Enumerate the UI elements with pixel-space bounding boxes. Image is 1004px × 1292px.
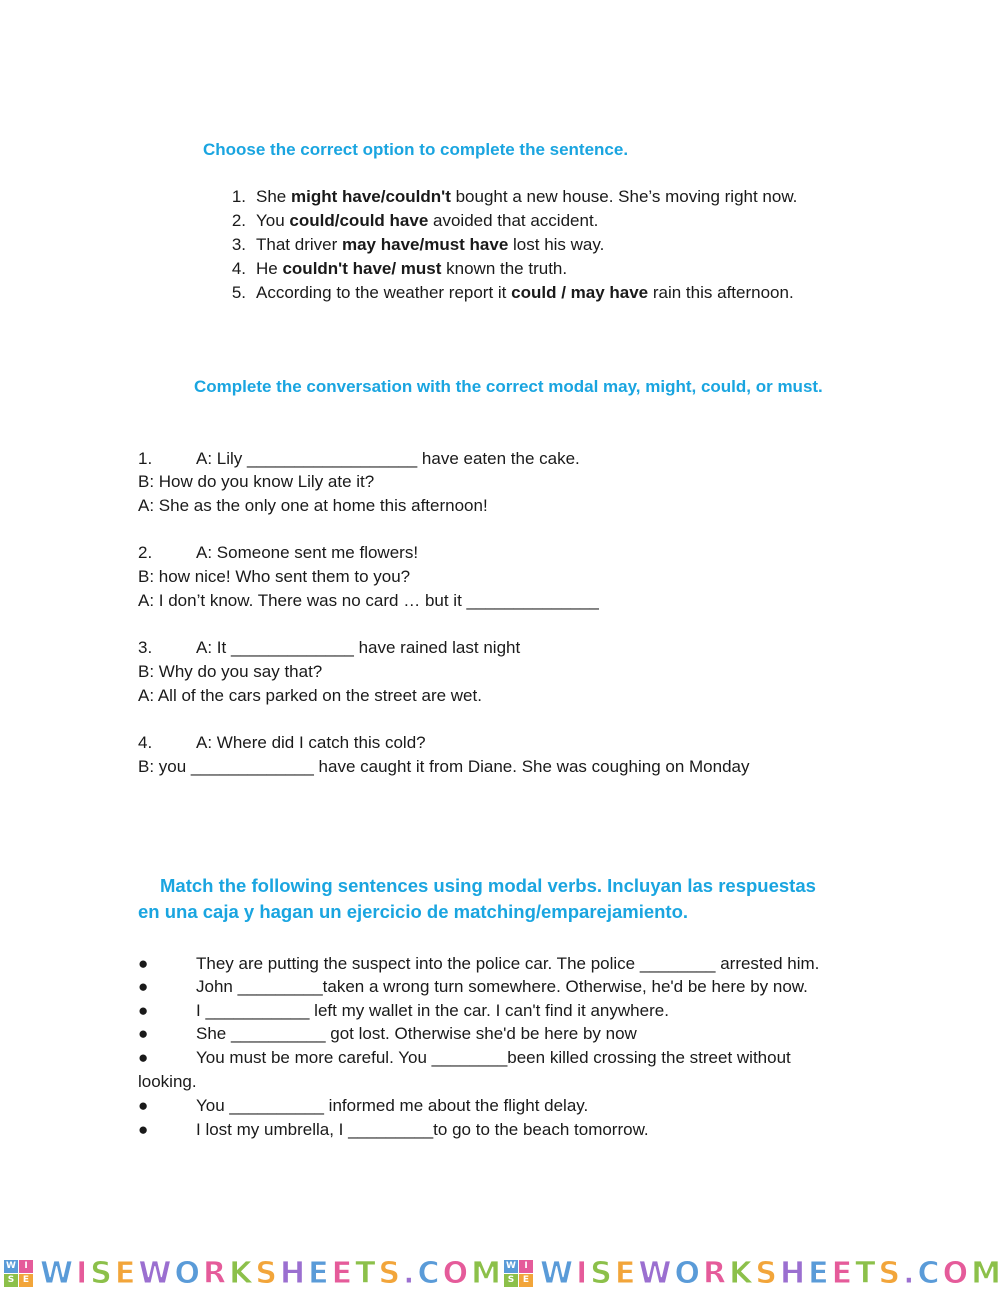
bullet-icon: ● <box>138 1096 149 1115</box>
item-text: She __________ got lost. Otherwise she'd be here by now <box>196 1024 637 1043</box>
dialogue-text: A: Where did I catch this cold? <box>196 733 426 752</box>
list-item <box>138 1022 637 1046</box>
item-text: She <box>256 187 291 206</box>
section3-instruction-line2: en una caja y hagan un ejercicio de matching/emparejamiento. <box>138 901 689 922</box>
bullet-icon: ● <box>138 1001 149 1020</box>
option-choice: might have/couldn't <box>290 187 451 206</box>
wiseworksheets-logo <box>4 1256 504 1292</box>
dialogue-line <box>138 541 418 565</box>
dialogue-line <box>138 731 426 755</box>
option-choice: couldn't have/ must <box>282 259 442 278</box>
dialogue-line: B: Why do you say that? <box>138 662 323 681</box>
bullet-icon: ● <box>138 954 149 973</box>
section1-instruction: Choose the correct option to complete the sentence. <box>203 140 629 159</box>
bullet-icon: ● <box>138 1024 149 1043</box>
list-item <box>216 233 604 257</box>
dialogue-line: B: how nice! Who sent them to you? <box>138 567 411 586</box>
option-choice: could/could have <box>289 211 429 230</box>
item-text: They are putting the suspect into the police car. The police ________ arrested him. <box>196 954 820 973</box>
list-item <box>138 952 819 976</box>
dialogue-text: A: Someone sent me flowers! <box>196 543 419 562</box>
item-text: I lost my umbrella, I _________to go to the beach tomorrow. <box>196 1120 649 1139</box>
logo-text: WISEWORKSHEETS.COM <box>40 1256 504 1291</box>
wiseworksheets-logo <box>504 1256 1004 1292</box>
list-item-continuation: looking. <box>138 1072 197 1091</box>
list-item <box>138 1094 588 1118</box>
dialogue-line: A: I don’t know. There was no card … but it ______________ <box>138 591 599 610</box>
item-number: 1. <box>231 187 246 206</box>
dialogue-text: A: It _____________ have rained last night <box>196 638 521 657</box>
item-text: You <box>256 211 290 230</box>
dialogue-number: 2. <box>138 543 153 562</box>
bullet-icon: ● <box>138 977 149 996</box>
list-item <box>138 975 808 999</box>
list-item <box>216 185 797 209</box>
logo-badge-icon: W I S E <box>4 1260 34 1288</box>
item-text: John _________taken a wrong turn somewhere. Otherwise, he'd be here by now. <box>196 977 808 996</box>
dialogue-text: A: Lily __________________ have eaten the cake. <box>196 449 580 468</box>
list-item <box>138 999 669 1023</box>
item-text: bought a new house. She’s moving right now. <box>450 187 798 206</box>
dialogue-number: 4. <box>138 733 153 752</box>
item-text: You must be more careful. You ________been killed crossing the street without <box>196 1048 791 1067</box>
item-text: According to the weather report it <box>256 283 512 302</box>
item-text: avoided that accident. <box>428 211 599 230</box>
list-item <box>138 1046 791 1070</box>
item-text: rain this afternoon. <box>648 283 794 302</box>
dialogue-line: A: She as the only one at home this afternoon! <box>138 496 488 515</box>
list-item <box>216 209 598 233</box>
list-item <box>138 1118 649 1142</box>
dialogue-line: B: How do you know Lily ate it? <box>138 472 375 491</box>
item-text: known the truth. <box>441 259 568 278</box>
dialogue-line: A: All of the cars parked on the street are wet. <box>138 686 482 705</box>
item-text: He <box>256 259 283 278</box>
bullet-icon: ● <box>138 1048 149 1067</box>
list-item <box>216 281 794 305</box>
item-number: 4. <box>231 259 246 278</box>
option-choice: could / may have <box>511 283 649 302</box>
option-choice: may have/must have <box>341 235 509 254</box>
item-number: 2. <box>231 211 246 230</box>
bullet-icon: ● <box>138 1120 149 1139</box>
dialogue-number: 1. <box>138 449 153 468</box>
dialogue-line <box>138 447 580 471</box>
footer-watermark <box>0 1254 1004 1291</box>
item-text: You __________ informed me about the flight delay. <box>196 1096 589 1115</box>
dialogue-line <box>138 636 520 660</box>
section3-instruction-line1: Match the following sentences using modal verbs. Incluyan las respuestas <box>160 875 816 896</box>
item-text: That driver <box>256 235 342 254</box>
item-number: 5. <box>231 283 246 302</box>
logo-text: WISEWORKSHEETS.COM <box>540 1256 1004 1291</box>
dialogue-number: 3. <box>138 638 153 657</box>
item-number: 3. <box>231 235 246 254</box>
logo-badge-icon: W I S E <box>504 1260 534 1288</box>
dialogue-line: B: you _____________ have caught it from Diane. She was coughing on Monday <box>138 757 750 776</box>
item-text: lost his way. <box>508 235 605 254</box>
section2-instruction: Complete the conversation with the correct modal may, might, could, or must. <box>194 377 823 396</box>
item-text: I ___________ left my wallet in the car. I can't find it anywhere. <box>196 1001 669 1020</box>
list-item <box>216 257 567 281</box>
